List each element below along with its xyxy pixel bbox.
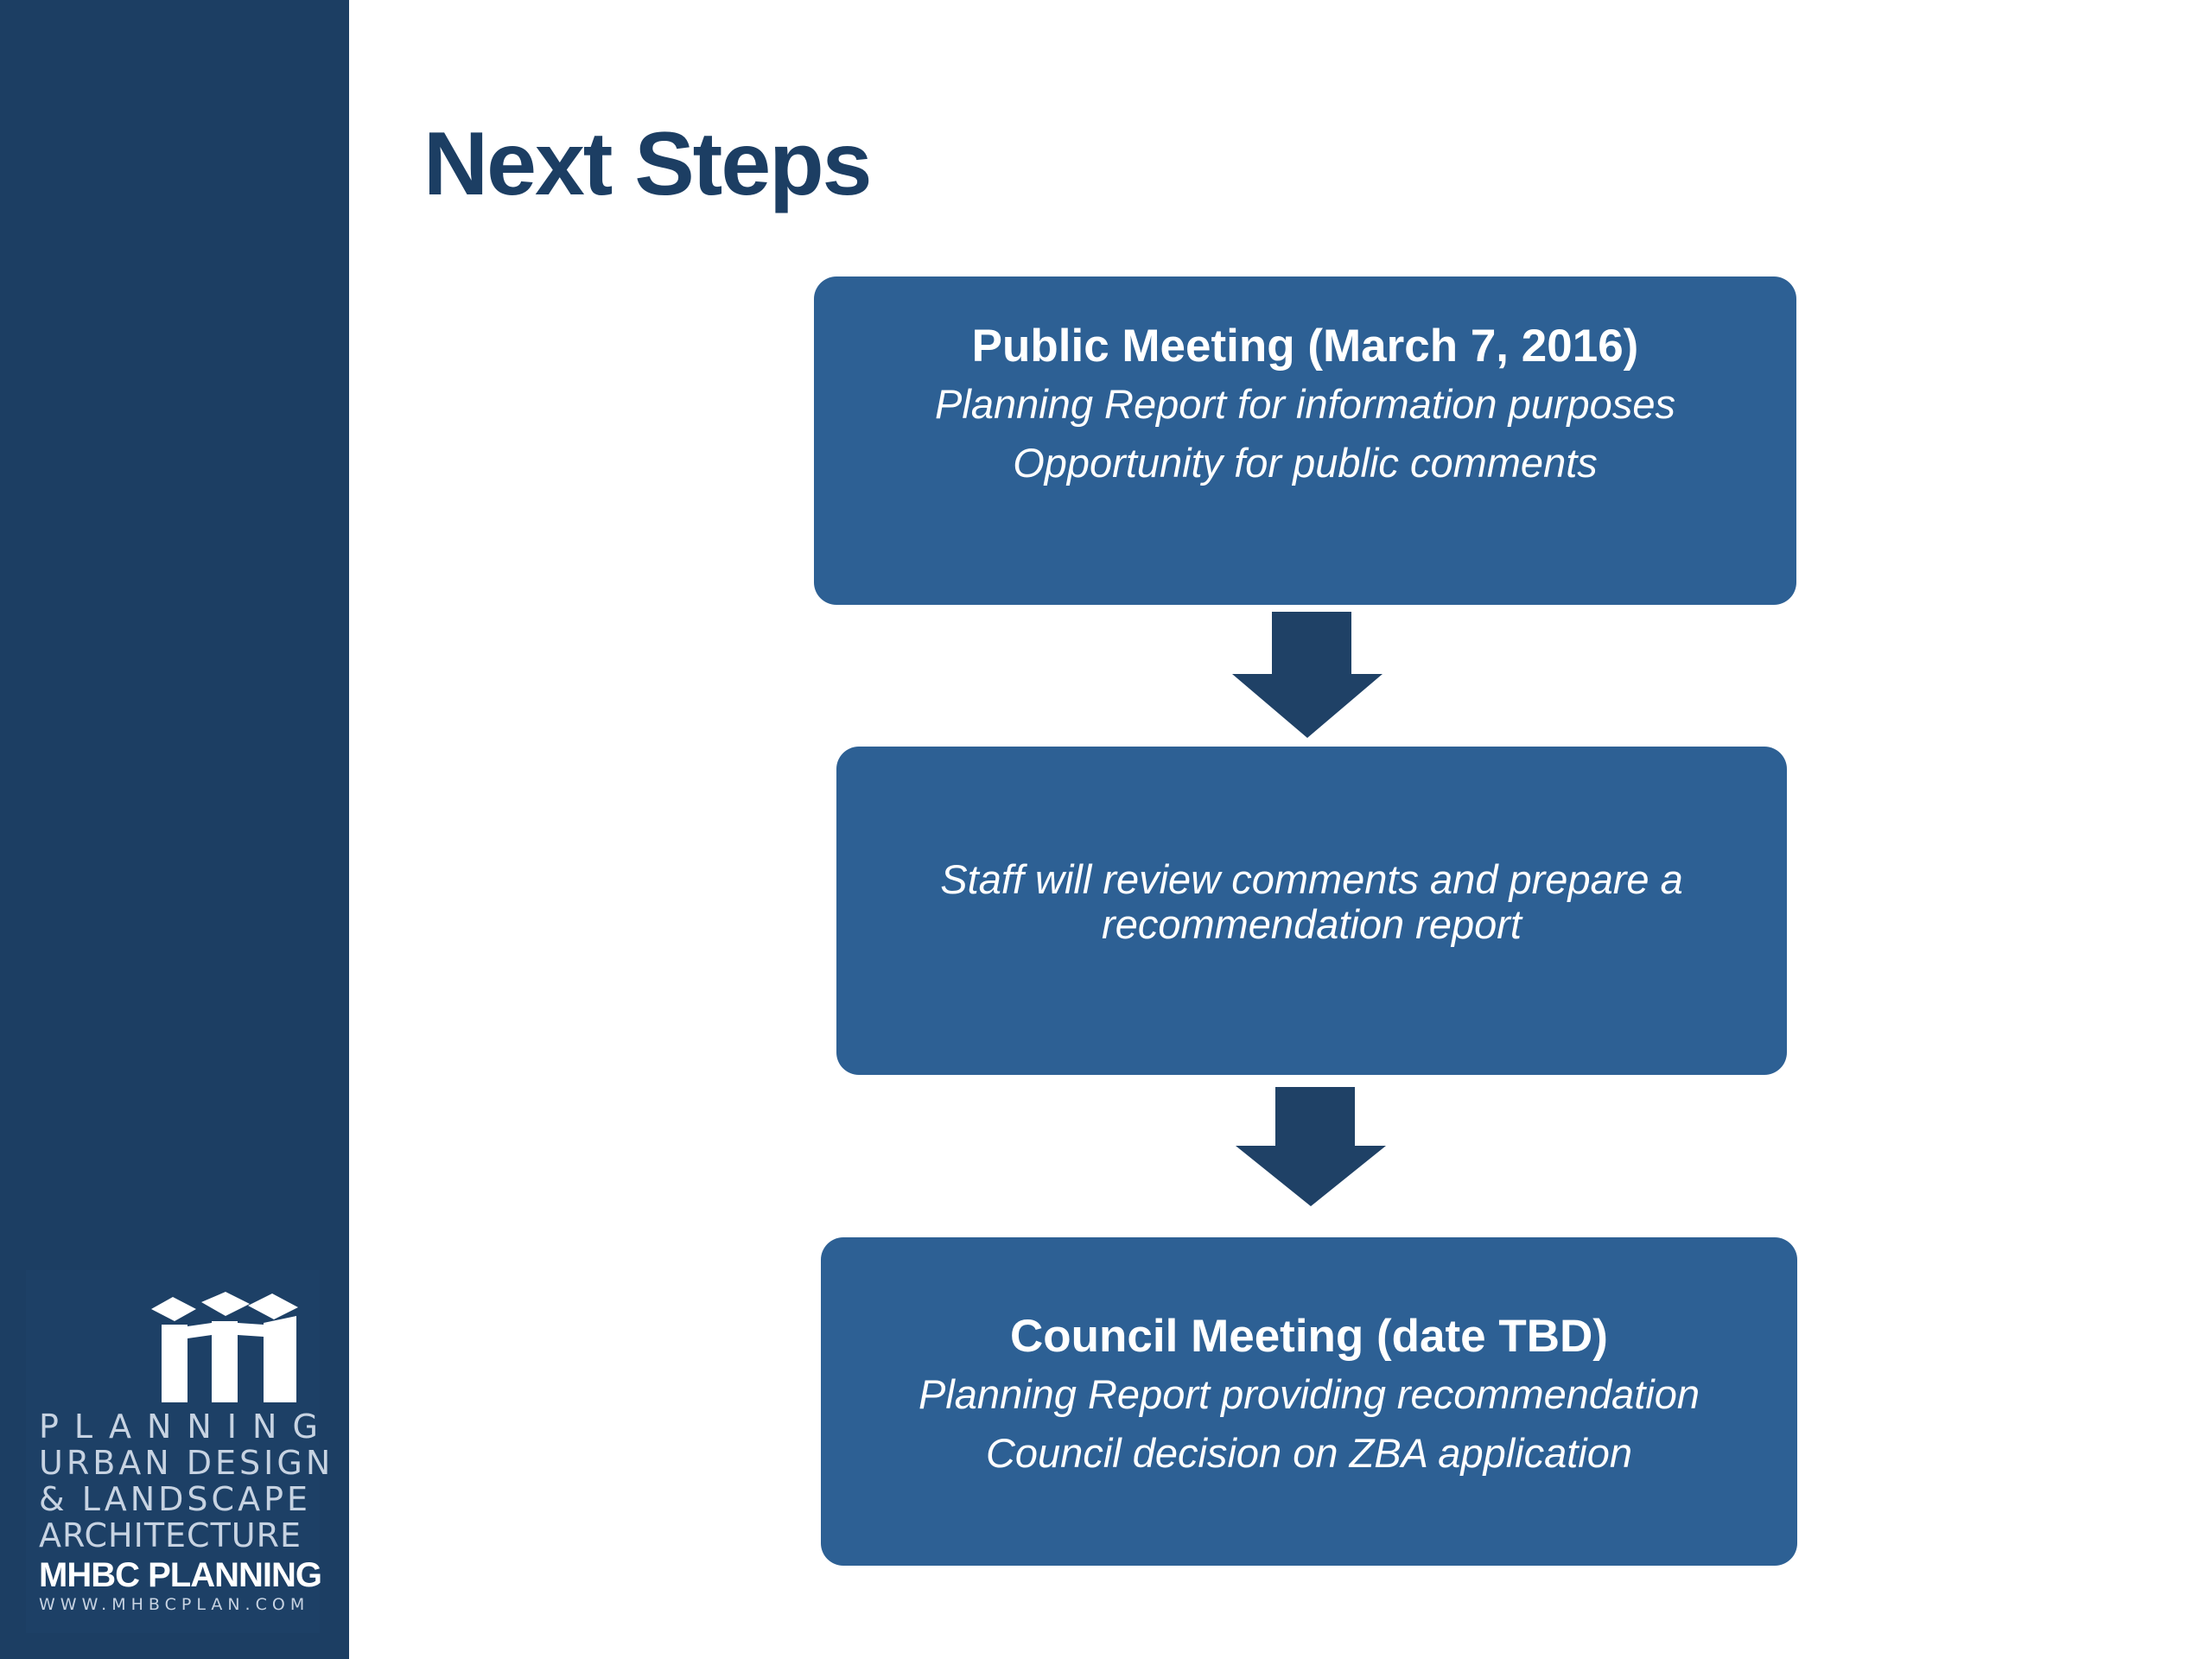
- flow-step-council-meeting: [821, 1237, 1797, 1566]
- flow-step-staff-review: [836, 747, 1787, 1075]
- down-arrow-icon: [1236, 1087, 1386, 1206]
- logo-line-planning: PLANNING: [39, 1408, 334, 1446]
- step-line: Planning Report providing recommendation: [918, 1371, 1700, 1417]
- logo-wordmark: [39, 1408, 337, 1614]
- step-heading: Public Meeting (March 7, 2016): [971, 321, 1639, 372]
- step-line: Opportunity for public comments: [1013, 440, 1598, 486]
- slide-title: Next Steps: [423, 114, 871, 214]
- logo-line-landscape: & LANDSCAPE: [39, 1480, 312, 1518]
- step-line: Planning Report for information purposes: [935, 381, 1675, 427]
- logo-brand-name: MHBC PLANNING: [39, 1556, 321, 1594]
- logo-website: WWW.MHBCPLAN.COM: [39, 1595, 310, 1614]
- mhbc-logo: [26, 1270, 334, 1633]
- step-heading: Council Meeting (date TBD): [1010, 1311, 1608, 1362]
- flow-step-public-meeting: [814, 276, 1796, 605]
- step-line: recommendation report: [1102, 901, 1522, 947]
- sidebar: [0, 0, 349, 1659]
- logo-line-urban-design: URBAN DESIGN: [39, 1444, 334, 1482]
- step-line: Council decision on ZBA application: [985, 1430, 1633, 1476]
- step-line: Staff will review comments and prepare a: [940, 856, 1683, 902]
- mhbc-logo-mark-icon: [151, 1292, 307, 1404]
- logo-line-architecture: ARCHITECTURE: [39, 1516, 302, 1554]
- down-arrow-icon: [1232, 612, 1382, 738]
